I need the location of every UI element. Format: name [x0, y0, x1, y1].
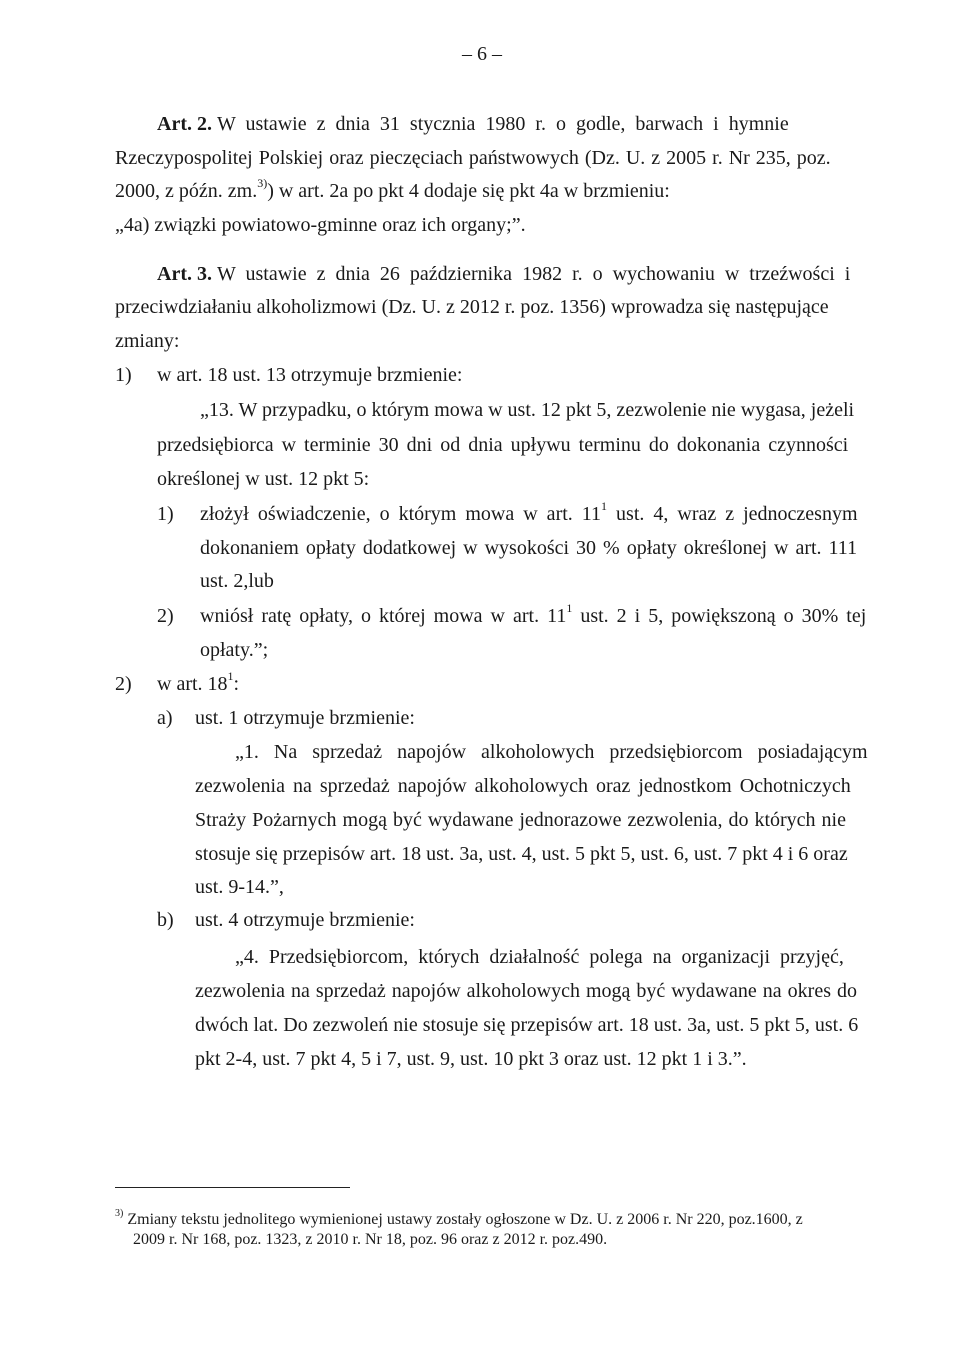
sub1-line1-a: złożył oświadczenie, o którym mowa w art. 11 [200, 503, 602, 525]
art2-line-2: Rzeczypospolitej Polskiej oraz pieczęciach państwowych (Dz. U. z 2005 r. Nr 235, poz. [115, 147, 831, 169]
point2a-text: ust. 1 otrzymuje brzmienie: [195, 707, 415, 729]
art3-line1-text: W ustawie z dnia 26 października 1982 r. o wychowaniu w trzeźwości i [216, 263, 851, 285]
point2-text [157, 669, 240, 696]
sub2-sup: 1 [566, 601, 573, 616]
art2-line3-a: 2000, z późn. zm. [115, 180, 258, 202]
art2-line-3 [115, 176, 670, 203]
art2-line-1 [157, 112, 867, 136]
point2a-quote-line-4: stosuje się przepisów art. 18 ust. 3a, ust. 4, ust. 5 pkt 5, ust. 6, ust. 7 pkt 4 i 6 oraz [195, 843, 848, 865]
point1-number: 1) [115, 364, 132, 386]
point1-quote-line-3: określonej w ust. 12 pkt 5: [157, 468, 370, 490]
footnote-line-1 [115, 1207, 803, 1230]
point2-text-b: : [233, 673, 240, 695]
sub2-line-2: opłaty.”; [200, 639, 269, 661]
sub1-number: 1) [157, 503, 174, 525]
point1-quote-line-2: przedsiębiorca w terminie 30 dni od dnia upływu terminu do dokonania czynności [157, 434, 849, 456]
footnote-line-2: 2009 r. Nr 168, poz. 1323, z 2010 r. Nr 18, poz. 96 oraz z 2012 r. poz.490. [133, 1231, 608, 1248]
point2b-quote-line-4: pkt 2-4, ust. 7 pkt 4, 5 i 7, ust. 9, ust. 10 pkt 3 oraz ust. 12 pkt 1 i 3.”. [195, 1048, 747, 1070]
point2a-quote-line-5: ust. 9-14.”, [195, 876, 284, 898]
page-number: – 6 – [462, 43, 502, 65]
point2-sup: 1 [227, 669, 234, 684]
art2-label: Art. 2. [157, 113, 212, 135]
sub1-line-1 [200, 499, 858, 526]
point2b-quote-line-2: zezwolenia na sprzedaż napojów alkoholowych mogą być wydawane na okres do [195, 980, 857, 1002]
sub2-line1-b: ust. 2 i 5, powiększoną o 30% tej [580, 605, 867, 627]
footnote-separator [115, 1187, 350, 1188]
footnote-ref-3: 3) [257, 176, 268, 191]
footnote-mark: 3) [115, 1207, 124, 1219]
sub1-line-3: ust. 2,lub [200, 570, 274, 592]
sub2-line1-a: wniósł ratę opłaty, o której mowa w art. 11 [200, 605, 567, 627]
point2a-quote-line-2: zezwolenia na sprzedaż napojów alkoholowych oraz jednostkom Ochotniczych [195, 775, 851, 797]
point2a-label: a) [157, 707, 173, 729]
art3-line-3: zmiany: [115, 330, 180, 352]
sub1-sup: 1 [601, 499, 608, 514]
point2-number: 2) [115, 673, 132, 695]
art3-line-2: przeciwdziałaniu alkoholizmowi (Dz. U. z 2012 r. poz. 1356) wprowadza się następujące [115, 296, 829, 318]
sub2-number: 2) [157, 605, 174, 627]
footnote-text-1: Zmiany tekstu jednolitego wymienionej ustawy zostały ogłoszone w Dz. U. z 2006 r. Nr 220, poz.1600, z [127, 1211, 803, 1228]
point1-text: w art. 18 ust. 13 otrzymuje brzmienie: [157, 364, 463, 386]
point2b-text: ust. 4 otrzymuje brzmienie: [195, 909, 415, 931]
point1-quote-line-1: „13. W przypadku, o którym mowa w ust. 12 pkt 5, zezwolenie nie wygasa, jeżeli [200, 399, 855, 421]
point2b-quote-line-3: dwóch lat. Do zezwoleń nie stosuje się przepisów art. 18 ust. 3a, ust. 5 pkt 5, ust. 6 [195, 1014, 859, 1036]
art2-line3-b: ) w art. 2a po pkt 4 dodaje się pkt 4a w brzmieniu: [267, 180, 670, 202]
art2-line1-text: W ustawie z dnia 31 stycznia 1980 r. o godle, barwach i hymnie [216, 113, 789, 135]
art3-line-1 [157, 262, 850, 286]
art2-quote: „4a) związki powiatowo-gminne oraz ich organy;”. [115, 214, 526, 236]
point2b-quote-line-1: „4. Przedsiębiorcom, których działalność polega na organizacji przyjęć, [235, 946, 844, 968]
point2a-quote-line-1: „1. Na sprzedaż napojów alkoholowych przedsiębiorcom posiadającym [235, 741, 868, 763]
sub1-line1-b: ust. 4, wraz z jednoczesnym [616, 503, 858, 525]
sub2-line-1 [200, 601, 867, 628]
point2-text-a: w art. 18 [157, 673, 228, 695]
point2b-label: b) [157, 909, 174, 931]
point2a-quote-line-3: Straży Pożarnych mogą być wydawane jednorazowe zezwolenia, do których nie [195, 809, 846, 831]
sub1-line-2: dokonaniem opłaty dodatkowej w wysokości 30 % opłaty określonej w art. 111 [200, 537, 858, 559]
art3-label: Art. 3. [157, 263, 212, 285]
